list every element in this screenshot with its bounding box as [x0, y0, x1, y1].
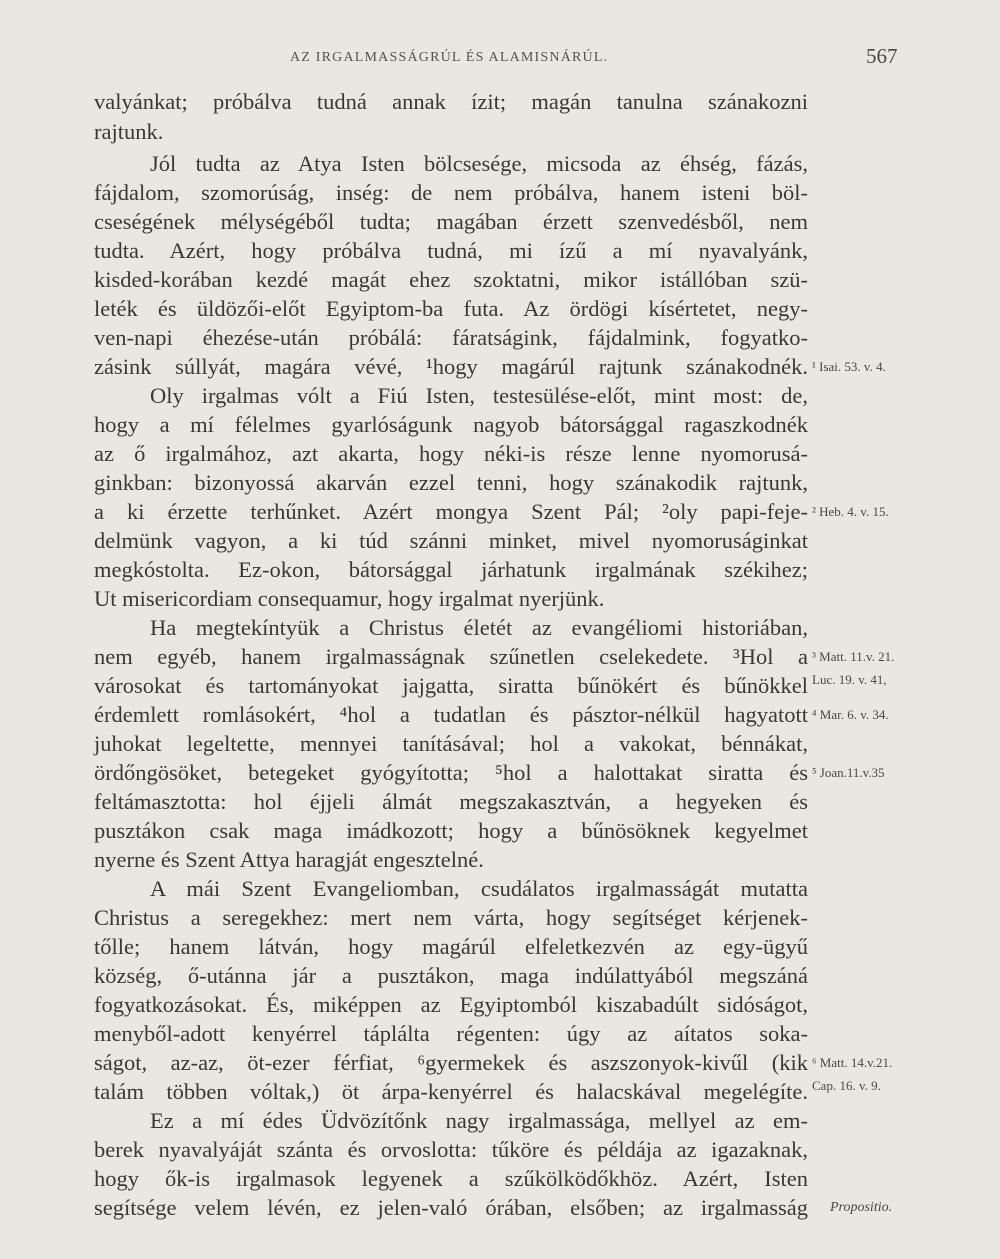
page-header: [0, 40, 1000, 74]
text-line: a ki érzette terhűnket. Azért mongya Szent Pál; ²oly papi-feje-: [94, 499, 808, 524]
text-line: ördőngösöket, betegeket gyógyította; ⁵hol a halottakat siratta és: [94, 760, 808, 785]
running-head: AZ IRGALMASSÁGRÚL ÉS ALAMISNÁRÚL.: [290, 50, 609, 65]
text-line: nem egyéb, hanem irgalmasságnak szűnetlen cselekedete. ³Hol a: [94, 644, 808, 669]
text-line: Ez a mí édes Üdvözítőnk nagy irgalmassága, mellyel az em-: [150, 1108, 808, 1133]
text-line: A mái Szent Evangeliomban, csudálatos irgalmasságát mutatta: [150, 876, 808, 901]
text-line: tudta. Azért, hogy próbálva tudná, mi ízű a mí nyavalyánk,: [94, 238, 808, 263]
margin-note: ⁵ Joan.11.v.35: [812, 765, 885, 780]
margin-note: ⁴ Mar. 6. v. 34.: [812, 707, 889, 722]
margin-note: Cap. 16. v. 9.: [812, 1078, 881, 1093]
text-line: leték és üldözői-előt Egyiptom-ba futa. Az ördögi kísértetet, negy-: [94, 296, 808, 321]
margin-note: Luc. 19. v. 41,: [812, 672, 887, 687]
margin-note: ³ Matt. 11.v. 21.: [812, 649, 895, 664]
text-line: Jól tudta az Atya Isten bölcsesége, micsoda az éhség, fázás,: [150, 151, 808, 176]
text-line: segítsége velem lévén, ez jelen-való órában, elsőben; az irgalmasság: [94, 1195, 808, 1220]
text-line: Christus a seregekhez: mert nem várta, hogy segítséget kérjenek-: [94, 905, 808, 930]
text-line: érdemlett romlásokért, ⁴hol a tudatlan és pásztor-nélkül hagyatott: [94, 702, 808, 727]
text-line: juhokat legeltette, mennyei tanításával; hol a vakokat, bénnákat,: [94, 731, 808, 756]
text-line: városokat és tartományokat jajgatta, siratta bűnökért és bűnökkel: [94, 673, 808, 698]
text-line: Oly irgalmas vólt a Fiú Isten, testesülése-előt, mint most: de,: [150, 383, 808, 408]
text-line: talám többen vóltak,) öt árpa-kenyérrel és halacskával megelégíte.: [94, 1079, 808, 1104]
text-line: hogy a mí félelmes gyarlóságunk nagyob bátorsággal ragaszkodnék: [94, 412, 808, 437]
text-line: hogy ők-is irgalmasok legyenek a szűkölködőkhöz. Azért, Isten: [94, 1166, 808, 1191]
text-line: tőlle; hanem látván, hogy magárúl elfeletkezvén az egy-ügyű: [94, 934, 808, 959]
text-line: Ha megtekíntyük a Christus életét az evangéliomi historiában,: [150, 615, 808, 640]
margin-note: ⁶ Matt. 14.v.21.: [812, 1055, 893, 1070]
text-line: nyerne és Szent Attya haragját engesztelné.: [94, 847, 484, 872]
text-line: cseségének mélységéből tudta; magában érzett szenvedésből, nem: [94, 209, 808, 234]
text-line: ven-napi éhezése-után próbálá: fáratságink, fájdalmink, fogyatko-: [94, 325, 808, 350]
text-line: rajtunk.: [94, 119, 164, 144]
text-line: község, ő-utánna jár a pusztákon, maga indúlattyából megszáná: [94, 963, 808, 988]
text-line: berek nyavalyáját szánta és orvoslotta: tűköre és példája az igazaknak,: [94, 1137, 808, 1162]
text-line: pusztákon csak maga imádkozott; hogy a bűnösöknek kegyelmet: [94, 818, 808, 843]
text-line: megkóstolta. Ez-okon, bátorsággal járhatunk irgalmának székihez;: [94, 557, 808, 582]
text-line: zásink súllyát, magára vévé, ¹hogy magárúl rajtunk szánakodnék.: [94, 354, 808, 379]
text-line: Ut misericordiam consequamur, hogy irgalmat nyerjünk.: [94, 586, 605, 611]
text-line: ságot, az-az, öt-ezer férfiat, ⁶gyermekek és aszszonyok-kivűl (kik: [94, 1050, 808, 1075]
text-line: fájdalom, szomorúság, inség: de nem próbálva, hanem isteni böl-: [94, 180, 808, 205]
margin-note-propositio: Propositio.: [830, 1200, 893, 1215]
text-line: az ő irgalmához, azt akarta, hogy néki-is része lenne nyomorusá-: [94, 441, 808, 466]
page-number: 567: [866, 44, 898, 68]
margin-note: ² Heb. 4. v. 15.: [812, 504, 889, 519]
text-line: ginkban: bizonyossá akarván ezzel tenni, hogy szánakodik rajtunk,: [94, 470, 808, 495]
text-line: kisded-korában kezdé magát ehez szoktatni, mikor istállóban szü-: [94, 267, 808, 292]
text-line: menyből-adott kenyérrel táplálta régenten: úgy az aítatos soka-: [94, 1021, 808, 1046]
text-line: fogyatkozásokat. És, miképpen az Egyiptomból kiszabadúlt sidóságot,: [94, 992, 808, 1017]
text-line: feltámasztotta: hol éjjeli álmát megszakasztván, a hegyeken és: [94, 789, 808, 814]
text-line: delmünk vagyon, a ki túd szánni minket, mivel nyomoruságinkat: [94, 528, 808, 553]
margin-note: ¹ Isai. 53. v. 4.: [812, 359, 886, 374]
text-line: valyánkat; próbálva tudná annak ízit; magán tanulna szánakozni: [94, 89, 808, 114]
